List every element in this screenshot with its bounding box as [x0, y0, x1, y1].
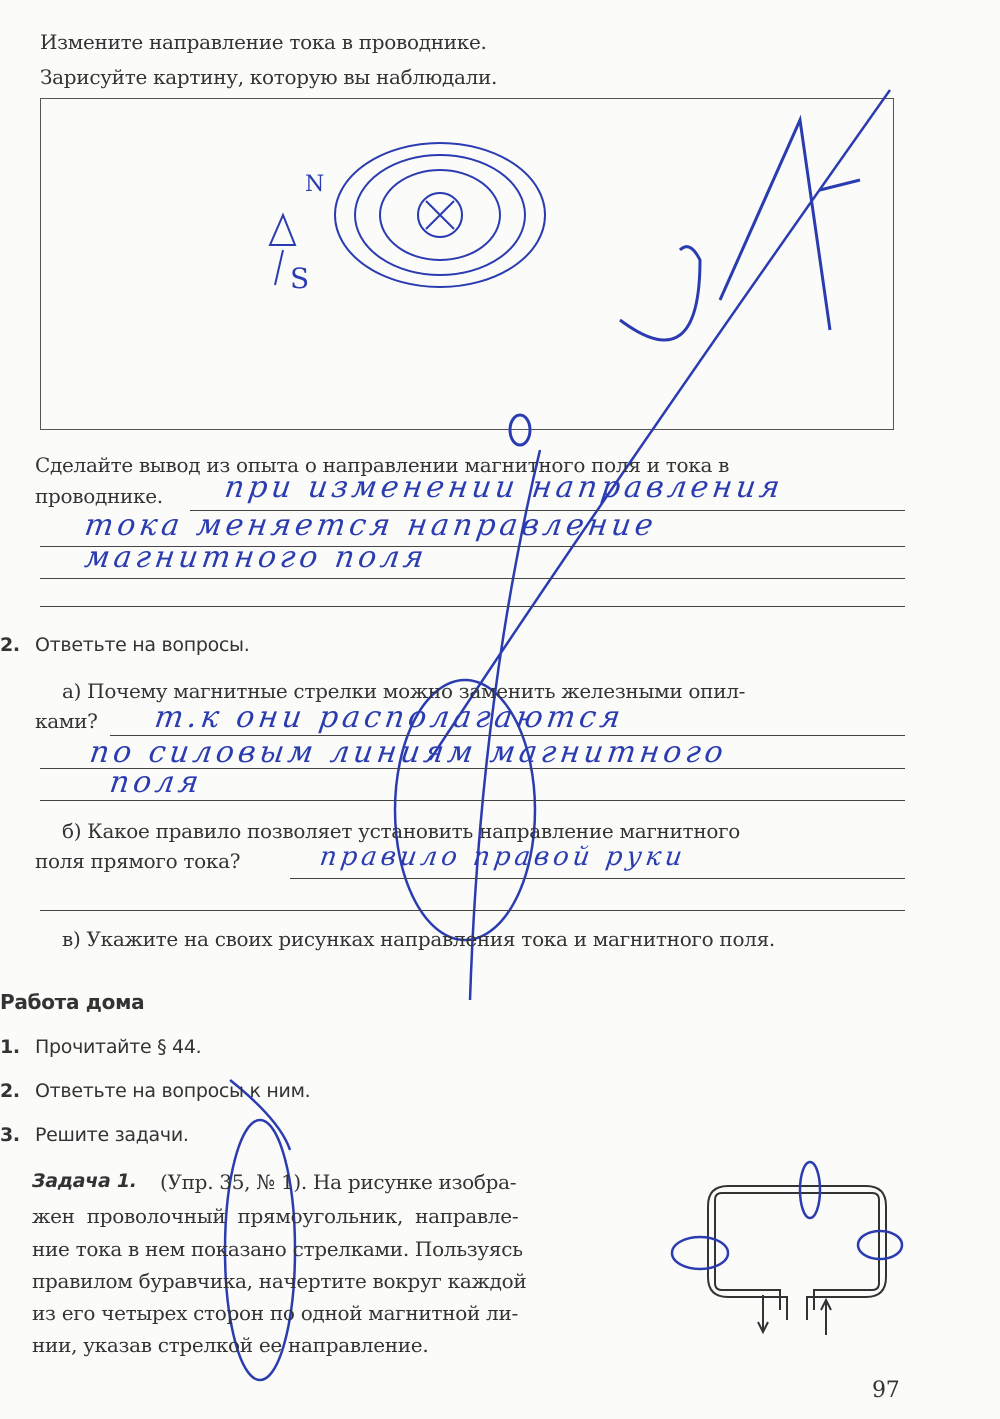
q2a-line-2: ками?	[35, 709, 98, 733]
task1-line: правилом буравчика, начертите вокруг каждой	[32, 1269, 527, 1293]
page-number: 97	[872, 1378, 900, 1403]
conclusion-answer[interactable]: при изменении направления	[222, 470, 786, 505]
homework-item-number: 1.	[0, 1036, 20, 1058]
homework-title: Работа дома	[0, 990, 145, 1014]
q2-title: Ответьте на вопросы.	[35, 634, 250, 656]
q2-number: 2.	[0, 634, 20, 656]
q2b-line-1: б) Какое правило позволяет установить направление магнитного	[62, 819, 741, 843]
q2a-answer[interactable]: т.к они располагаются	[152, 700, 627, 735]
task1-line: жен проволочный прямоугольник, направле-	[32, 1204, 519, 1228]
intro-line-1: Измените направление тока в проводнике.	[40, 30, 487, 54]
task1-line: из его четырех сторон по одной магнитной ли-	[32, 1301, 518, 1325]
task1-line: нии, указав стрелкой ее направление.	[32, 1333, 429, 1357]
q2b-answer[interactable]: правило правой руки	[317, 842, 689, 872]
conclusion-answer[interactable]: магнитного поля	[82, 540, 430, 575]
homework-item-number: 3.	[0, 1124, 20, 1146]
conclusion-prompt-1: Сделайте вывод из опыта о направлении магнитного поля и тока в	[35, 453, 730, 477]
task1-label: Задача 1.	[32, 1170, 137, 1192]
homework-item: Прочитайте § 44.	[35, 1036, 202, 1058]
q2a-answer[interactable]: по силовым линиям магнитного	[87, 735, 730, 770]
q2a-line-1: а) Почему магнитные стрелки можно заменить железными опил-	[62, 679, 746, 703]
north-label: N	[305, 172, 324, 197]
south-label: S	[290, 262, 309, 295]
intro-line-2: Зарисуйте картину, которую вы наблюдали.	[40, 65, 498, 89]
homework-item-number: 2.	[0, 1080, 20, 1102]
conclusion-answer[interactable]: тока меняется направление	[82, 508, 660, 543]
task1-line: ние тока в нем показано стрелками. Пользуясь	[32, 1237, 523, 1261]
q2c-line: в) Укажите на своих рисунках направления тока и магнитного поля.	[62, 927, 775, 951]
task1-line: (Упр. 35, № 1). На рисунке изобра-	[160, 1170, 517, 1194]
homework-item: Решите задачи.	[35, 1124, 189, 1146]
q2a-answer[interactable]: поля	[107, 765, 205, 800]
q2b-line-2: поля прямого тока?	[35, 849, 241, 873]
homework-item: Ответьте на вопросы к ним.	[35, 1080, 311, 1102]
conclusion-prompt-2: проводнике.	[35, 484, 163, 508]
